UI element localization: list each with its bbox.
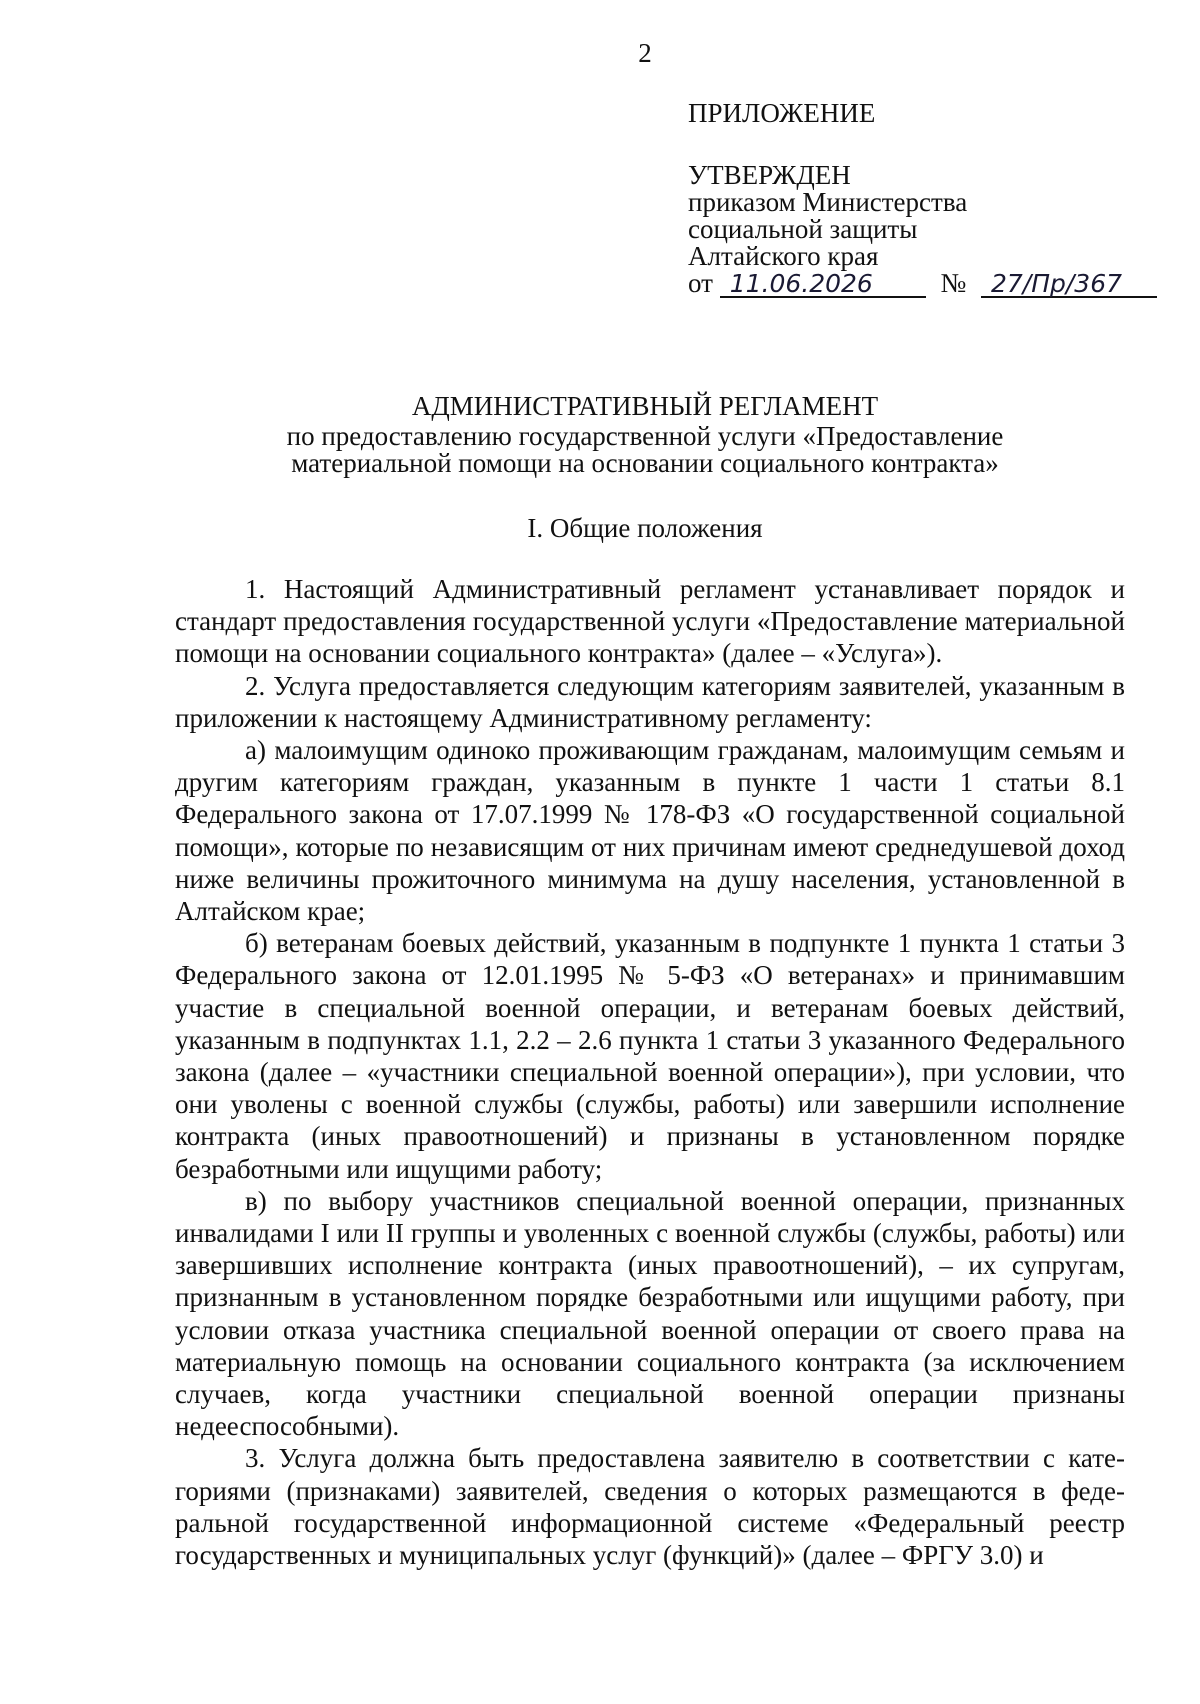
- document-subtitle-line-2: материальной помощи на основании социального контракта»: [291, 448, 999, 478]
- approval-line-2: социальной защиты: [688, 214, 918, 244]
- approval-block: [688, 100, 1157, 298]
- date-prefix: от: [688, 268, 713, 298]
- paragraph-1: 1. Настоящий Административный регламент устанавливает порядок и стандарт предоставления государственной услуги «Предоставление материальной помощи на основании социального контракта» (далее – «Услуга»).: [175, 574, 1125, 669]
- paragraph-2: 2. Услуга предоставляется следующим категориям заявителей, указанным в приложении к настоящему Административному регламенту:: [175, 670, 1125, 733]
- paragraph-3: 3. Услуга должна быть предоставлена заявителю в соответствии с категориями (признаками) заявителей, сведения о которых размещаются в федеральной государственной информационной системе «Федеральный реестр государственных и муниципальных услуг (функций)» (далее – ФРГУ 3.0) и: [175, 1443, 1125, 1571]
- paragraph-2a: а) малоимущим одиноко проживающим гражданам, малоимущим семьям и другим категориям граждан, указанным в пункте 1 части 1 статьи 8.1 Федерального закона от 17.07.1999 № 178-ФЗ «О государственной социальной помощи», которые по независящим от них причинам имеют среднедушевой доход ниже величины прожиточного минимума на душу населения, установленной в Алтайском крае;: [175, 735, 1125, 927]
- document-subtitle-line-1: по предоставлению государственной услуги «Предоставление: [286, 421, 1004, 451]
- number-sign: №: [940, 268, 967, 298]
- paragraph-2v: в) по выбору участников специальной военной операции, признанных инвалидами I или II группы и уволенных с военной службы (службы, работы) или завершивших исполнение контракта (иных правоотношений), – их супругам, признанным в установленном порядке безработными или ищущими работу, при условии отказа участника специальной военной операции от своего права на материальную помощь на основании социального контракта (за исключением случаев, когда участники специальной военной операции признаны недееспособными).: [175, 1185, 1125, 1442]
- handwritten-date: 11.06.2026: [720, 272, 926, 298]
- section-heading: I. Общие положения: [527, 513, 763, 543]
- page-number: 2: [638, 38, 652, 68]
- body-text: [175, 573, 1125, 1571]
- approval-line-3: Алтайского края: [688, 241, 879, 271]
- appendix-label: ПРИЛОЖЕНИЕ: [688, 98, 876, 128]
- approved-label: УТВЕРЖДЕН: [688, 160, 851, 190]
- paragraph-2b: б) ветеранам боевых действий, указанным в подпункте 1 пункта 1 статьи 3 Федерального закона от 12.01.1995 № 5-ФЗ «О ветеранах» и принимавшим участие в специальной военной операции, и ветеранам боевых действий, указанным в подпунктах 1.1, 2.2 – 2.6 пункта 1 статьи 3 указанного Федерального закона (далее – «участники специальной военной операции»), при условии, что они уволены с военной службы (службы, работы) или завершили исполнение контракта (иных правоотношений) и признаны в установленном порядке безработными или ищущими работу;: [175, 928, 1125, 1184]
- document-title-block: [0, 393, 1200, 477]
- approval-line-1: приказом Министерства: [688, 187, 968, 217]
- document-title: АДМИНИСТРАТИВНЫЙ РЕГЛАМЕНТ: [411, 391, 879, 421]
- handwritten-order-number: 27/Пр/367: [981, 272, 1157, 298]
- approval-date-line: [688, 270, 1157, 298]
